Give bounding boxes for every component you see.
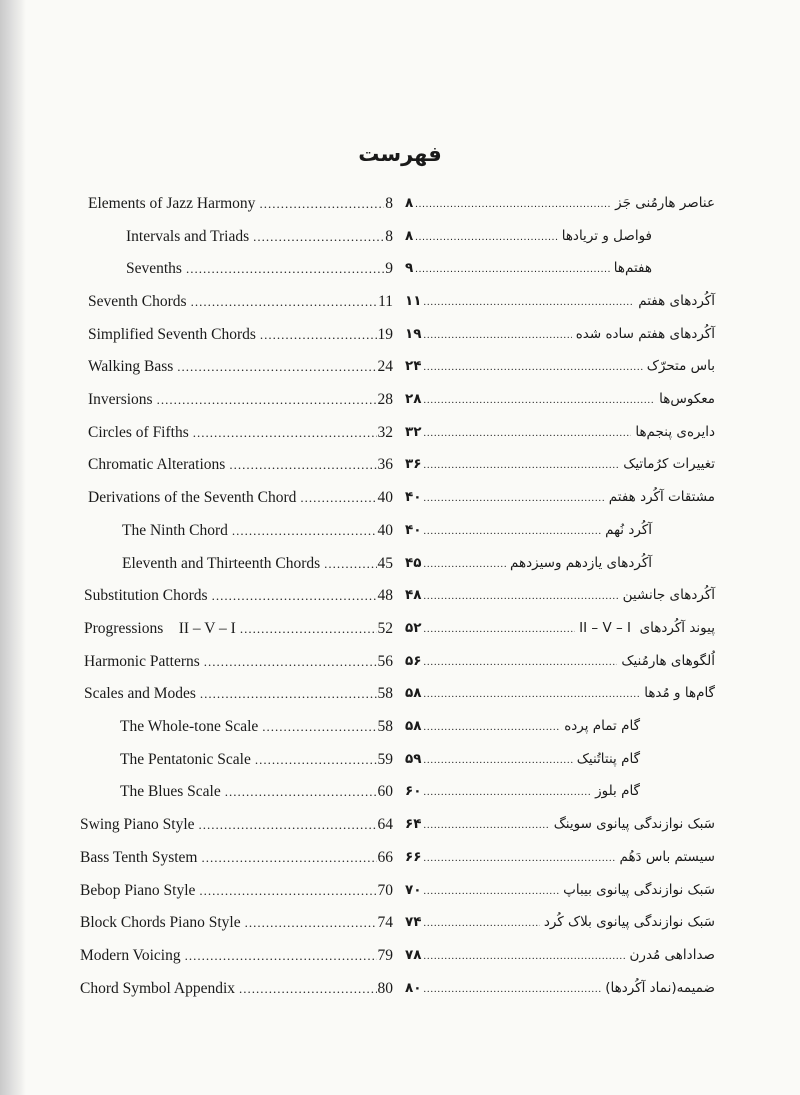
toc-entry-en[interactable] xyxy=(126,260,393,278)
toc-title-fa: هفتم‌ها xyxy=(613,260,652,276)
toc-row xyxy=(0,620,800,644)
toc-title-en: Intervals and Triads xyxy=(126,228,250,245)
toc-entry-fa[interactable] xyxy=(405,653,715,669)
toc-title-en: Circles of Fifths xyxy=(88,424,189,441)
toc-page-fa: ۷۸ xyxy=(405,947,422,963)
dot-leader xyxy=(232,523,377,539)
toc-entry-fa[interactable] xyxy=(405,326,715,342)
dot-leader xyxy=(212,588,377,604)
toc-entry-fa[interactable] xyxy=(405,555,652,571)
toc-page-en: 52 xyxy=(377,620,393,637)
toc-entry-en[interactable] xyxy=(80,947,393,965)
toc-page-fa: ۵۹ xyxy=(405,751,422,767)
dot-leader xyxy=(185,948,377,964)
toc-row xyxy=(0,653,800,677)
toc-title-en: Swing Piano Style xyxy=(80,816,195,833)
dot-leader xyxy=(415,199,611,210)
toc-row xyxy=(0,522,800,546)
toc-entry-en[interactable] xyxy=(84,620,393,638)
toc-page-en: 36 xyxy=(377,456,393,473)
toc-row xyxy=(0,718,800,742)
toc-entry-en[interactable] xyxy=(88,391,393,409)
dot-leader xyxy=(201,850,376,866)
toc-row xyxy=(0,947,800,971)
toc-entry-fa[interactable] xyxy=(405,620,715,636)
toc-title-fa: آکُرد نُهم xyxy=(605,522,652,538)
toc-title-en: Elements of Jazz Harmony xyxy=(88,195,256,212)
toc-title-fa: فواصل و تریادها xyxy=(561,228,652,244)
toc-entry-en[interactable] xyxy=(122,522,393,540)
toc-entry-fa[interactable] xyxy=(405,587,715,603)
toc-entry-en[interactable] xyxy=(80,849,393,867)
dot-leader xyxy=(225,784,377,800)
toc-page-fa: ۹ xyxy=(405,260,414,276)
toc-entry-en[interactable] xyxy=(88,195,393,213)
toc-title-en: Bebop Piano Style xyxy=(80,882,196,899)
toc-title-en: Chord Symbol Appendix xyxy=(80,980,236,997)
toc-row xyxy=(0,914,800,938)
dot-leader xyxy=(240,621,377,637)
toc-title-fa: صداداهی مُدرن xyxy=(629,947,715,963)
toc-page-fa: ۱۱ xyxy=(405,293,422,309)
dot-leader xyxy=(423,689,640,700)
toc-title-fa: دایره‌ی پنجم‌ها xyxy=(635,424,715,440)
toc-entry-fa[interactable] xyxy=(405,358,715,374)
dot-leader xyxy=(415,264,610,275)
toc-entry-en[interactable] xyxy=(80,816,393,834)
toc-page-fa: ۷۴ xyxy=(405,914,422,930)
dot-leader xyxy=(423,526,601,537)
toc-entry-en[interactable] xyxy=(80,914,393,932)
dot-leader xyxy=(186,261,384,277)
toc-page-fa: ۳۲ xyxy=(405,424,422,440)
toc-row xyxy=(0,424,800,448)
dot-leader xyxy=(177,359,376,375)
toc-entry-fa[interactable] xyxy=(405,424,715,440)
toc-entry-fa[interactable] xyxy=(405,980,715,996)
toc-title-en: Harmonic Patterns xyxy=(84,653,200,670)
toc-title-fa: مشتقات آکُرد هفتم xyxy=(608,489,715,505)
toc-entry-fa[interactable] xyxy=(405,882,715,898)
toc-page-fa: ۳۶ xyxy=(405,456,422,472)
toc-page-fa: ۴۵ xyxy=(405,555,422,571)
toc-row xyxy=(0,228,800,252)
dot-leader xyxy=(199,817,377,833)
toc-title-fa: سَبک نوازندگی پیانوی سوینگ xyxy=(553,816,715,832)
dot-leader xyxy=(204,654,377,670)
toc-entry-en[interactable] xyxy=(120,783,393,801)
toc-page-fa: ۵۸ xyxy=(405,685,422,701)
dot-leader xyxy=(260,327,377,343)
dot-leader xyxy=(423,657,617,668)
toc-entry-en[interactable] xyxy=(122,555,393,573)
toc-entry-en[interactable] xyxy=(88,424,393,442)
toc-title-fa: تغییرات کرُماتیک xyxy=(623,456,715,472)
toc-entry-fa[interactable] xyxy=(405,816,715,832)
dot-leader xyxy=(423,428,631,439)
toc-row xyxy=(0,882,800,906)
toc-entry-en[interactable] xyxy=(84,587,393,605)
toc-page-en: 60 xyxy=(377,783,393,800)
dot-leader xyxy=(423,362,642,373)
toc-page-fa: ۲۴ xyxy=(405,358,422,374)
toc-page-en: 80 xyxy=(377,980,393,997)
toc-entry-fa[interactable] xyxy=(405,718,640,734)
toc-page-en: 58 xyxy=(377,718,393,735)
toc-entry-en[interactable] xyxy=(126,228,393,246)
dot-leader xyxy=(262,719,376,735)
toc-title-fa: سَبک نوازندگی پیانوی بلاک کُرد xyxy=(543,914,715,930)
dot-leader xyxy=(423,493,604,504)
toc-page-fa: ۴۸ xyxy=(405,587,422,603)
toc-row xyxy=(0,685,800,709)
toc-title-fa: سیستم باس دَهُم xyxy=(619,849,715,865)
toc-entry-en[interactable] xyxy=(84,653,393,671)
toc-title-fa: آکُردهای هفتم xyxy=(638,293,715,309)
toc-row xyxy=(0,783,800,807)
toc-row xyxy=(0,489,800,513)
toc-entry-fa[interactable] xyxy=(405,456,715,472)
toc-entry-fa[interactable] xyxy=(405,260,652,276)
toc-row xyxy=(0,195,800,219)
toc-row xyxy=(0,358,800,382)
dot-leader xyxy=(423,886,559,897)
toc-row xyxy=(0,751,800,775)
toc-title-fa: آکُردهای یازدهم وسیزدهم xyxy=(510,555,652,571)
dot-leader xyxy=(423,820,549,831)
toc-row xyxy=(0,326,800,350)
toc-page-en: 11 xyxy=(378,293,393,310)
dot-leader xyxy=(253,229,384,245)
toc-title-en: Inversions xyxy=(88,391,153,408)
toc-entry-en[interactable] xyxy=(88,358,393,376)
toc-page-en: 64 xyxy=(377,816,393,833)
toc-page-en: 8 xyxy=(385,195,393,212)
toc-page-fa: ۵۲ xyxy=(405,620,422,636)
toc-entry-en[interactable] xyxy=(80,882,393,900)
toc-page-fa: ۸ xyxy=(405,195,414,211)
toc-title-fa: گام تمام پرده xyxy=(564,718,640,734)
toc-page-fa: ۶۴ xyxy=(405,816,422,832)
dot-leader xyxy=(423,722,560,733)
toc-entry-fa[interactable] xyxy=(405,783,640,799)
toc-page-en: 66 xyxy=(377,849,393,866)
dot-leader xyxy=(229,457,376,473)
toc-title-en: Eleventh and Thirteenth Chords xyxy=(122,555,321,572)
toc-row xyxy=(0,849,800,873)
toc-title-en: Seventh Chords xyxy=(88,293,187,310)
dot-leader xyxy=(415,232,557,243)
toc-title-fa: عناصر هارمُنی جَز xyxy=(615,195,715,211)
dot-leader xyxy=(423,460,619,471)
toc-page-en: 40 xyxy=(377,489,393,506)
toc-entry-fa[interactable] xyxy=(405,751,640,767)
dot-leader xyxy=(200,686,377,702)
toc-title-fa: باس متحرّک xyxy=(646,358,715,374)
dot-leader xyxy=(423,297,634,308)
toc-entry-en[interactable] xyxy=(88,326,393,344)
dot-leader xyxy=(255,752,377,768)
dot-leader xyxy=(300,490,376,506)
toc-row xyxy=(0,587,800,611)
toc-page-en: 70 xyxy=(377,882,393,899)
toc-row xyxy=(0,816,800,840)
dot-leader xyxy=(423,395,655,406)
toc-entry-en[interactable] xyxy=(88,489,393,507)
dot-leader xyxy=(423,559,506,570)
dot-leader xyxy=(423,918,539,929)
dot-leader xyxy=(199,883,376,899)
toc-row xyxy=(0,391,800,415)
dot-leader xyxy=(423,787,591,798)
toc-page-en: 48 xyxy=(377,587,393,604)
dot-leader xyxy=(423,951,625,962)
toc-page-en: 8 xyxy=(385,228,393,245)
toc-title-en: Substitution Chords xyxy=(84,587,208,604)
toc-title-en: Scales and Modes xyxy=(84,685,196,702)
toc-title-fa: سَبک نوازندگی پیانوی بیباپ xyxy=(563,882,715,898)
toc-page-en: 59 xyxy=(377,751,393,768)
toc-entry-en[interactable] xyxy=(120,718,393,736)
toc-page-fa: ۸۰ xyxy=(405,980,422,996)
toc-row xyxy=(0,980,800,1004)
toc-page-en: 79 xyxy=(377,947,393,964)
dot-leader xyxy=(423,984,601,995)
toc-title-fa: آکُردهای هفتم ساده شده xyxy=(575,326,715,342)
toc-row xyxy=(0,293,800,317)
toc-entry-fa[interactable] xyxy=(405,947,715,963)
toc-page-fa: ۱۹ xyxy=(405,326,422,342)
toc-page-en: 24 xyxy=(377,358,393,375)
toc-page-en: 28 xyxy=(377,391,393,408)
dot-leader xyxy=(423,330,571,341)
toc-page-fa: ۵۸ xyxy=(405,718,422,734)
dot-leader xyxy=(423,624,575,635)
toc-page-fa: ۴۰ xyxy=(405,489,422,505)
toc-page-fa: ۷۰ xyxy=(405,882,422,898)
toc-page-en: 45 xyxy=(377,555,393,572)
toc-entry-fa[interactable] xyxy=(405,849,715,865)
toc-title-en: Walking Bass xyxy=(88,358,174,375)
toc-row xyxy=(0,456,800,480)
dot-leader xyxy=(239,981,376,997)
dot-leader xyxy=(324,556,376,572)
toc-page-en: 32 xyxy=(377,424,393,441)
toc-title-fa: اُلگوهای هارمُنیک xyxy=(621,653,715,669)
toc-page-fa: ۶۰ xyxy=(405,783,422,799)
toc-title-en: Derivations of the Seventh Chord xyxy=(88,489,297,506)
dot-leader xyxy=(193,425,377,441)
dot-leader xyxy=(157,392,377,408)
toc-page-en: 58 xyxy=(377,685,393,702)
toc-title-en: Modern Voicing xyxy=(80,947,181,964)
toc-title-fa: آکُردهای جانشین xyxy=(622,587,715,603)
toc-page-fa: ۲۸ xyxy=(405,391,422,407)
toc-row xyxy=(0,555,800,579)
toc-entry-en[interactable] xyxy=(80,980,393,998)
toc-title-fa: گام‌ها و مُدها xyxy=(644,685,715,701)
dot-leader xyxy=(191,294,377,310)
toc-title-en: Bass Tenth System xyxy=(80,849,198,866)
toc-title-fa: پیوند آکُردهای II – V – I xyxy=(579,620,715,636)
toc-title-fa: گام پنتاتُنیک xyxy=(576,751,640,767)
dot-leader xyxy=(259,196,384,212)
toc-page-en: 40 xyxy=(377,522,393,539)
toc-page-en: 56 xyxy=(377,653,393,670)
toc-entry-fa[interactable] xyxy=(405,391,715,407)
toc-entry-fa[interactable] xyxy=(405,195,715,211)
toc-title-en: Sevenths xyxy=(126,260,182,277)
toc-page-fa: ۴۰ xyxy=(405,522,422,538)
toc-title-en: Block Chords Piano Style xyxy=(80,914,241,931)
toc-entry-fa[interactable] xyxy=(405,293,715,309)
toc-page-fa: ۶۶ xyxy=(405,849,422,865)
toc-title-fa: ضمیمه(نماد آکُردها) xyxy=(605,980,715,996)
toc-page-fa: ۸ xyxy=(405,228,414,244)
toc-entry-fa[interactable] xyxy=(405,685,715,701)
toc-title-fa: معکوس‌ها xyxy=(659,391,715,407)
toc-title-en: Progressions II – V – I xyxy=(84,620,236,637)
dot-leader xyxy=(423,591,618,602)
toc-page-en: 74 xyxy=(377,914,393,931)
toc-title-en: The Blues Scale xyxy=(120,783,221,800)
dot-leader xyxy=(423,853,615,864)
toc-title-en: Chromatic Alterations xyxy=(88,456,226,473)
toc-entry-fa[interactable] xyxy=(405,228,652,244)
dot-leader xyxy=(423,755,572,766)
toc-title-fa: گام بلوز xyxy=(595,783,640,799)
toc-title-en: Simplified Seventh Chords xyxy=(88,326,256,343)
toc-entry-fa[interactable] xyxy=(405,914,715,930)
toc-entry-en[interactable] xyxy=(84,685,393,703)
toc-title-en: The Ninth Chord xyxy=(122,522,228,539)
toc-entry-en[interactable] xyxy=(88,456,393,474)
toc-entry-fa[interactable] xyxy=(405,489,715,505)
toc-page-en: 9 xyxy=(385,260,393,277)
toc-row xyxy=(0,260,800,284)
toc-page-fa: ۵۶ xyxy=(405,653,422,669)
page-title: فهرست xyxy=(358,142,442,166)
toc-entry-fa[interactable] xyxy=(405,522,652,538)
toc-page-en: 19 xyxy=(377,326,393,343)
toc-title-en: The Whole-tone Scale xyxy=(120,718,259,735)
toc-entry-en[interactable] xyxy=(120,751,393,769)
toc-title-en: The Pentatonic Scale xyxy=(120,751,251,768)
toc-entry-en[interactable] xyxy=(88,293,393,311)
dot-leader xyxy=(245,915,377,931)
